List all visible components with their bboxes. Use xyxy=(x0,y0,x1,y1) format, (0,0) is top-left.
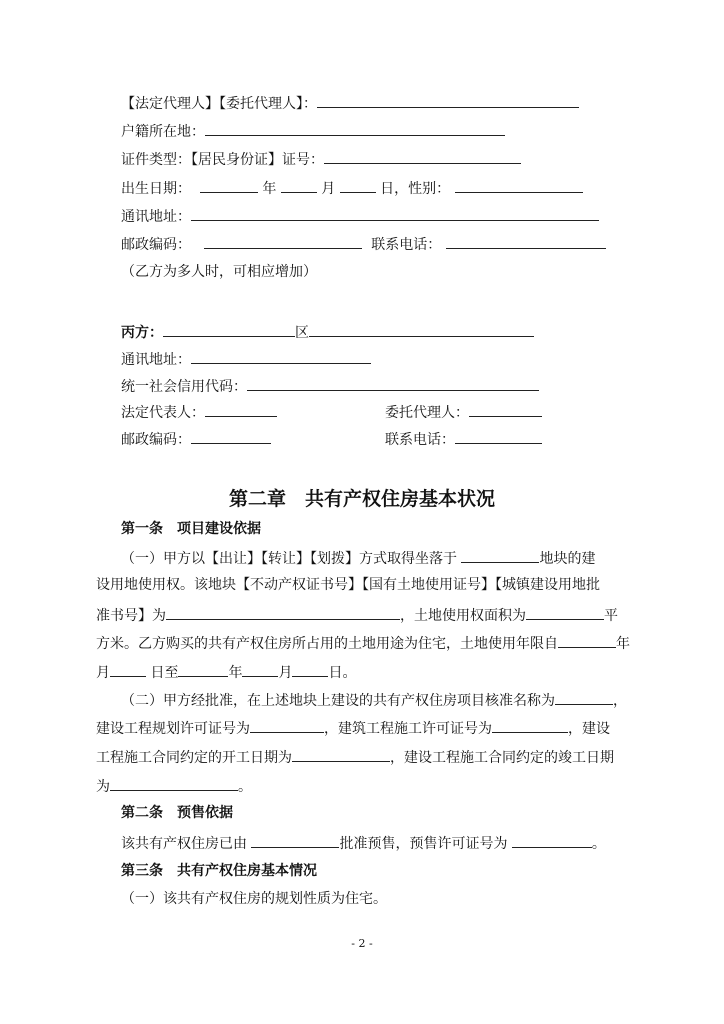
text: （一）甲方以【出让】【转让】【划拨】方式取得坐落于 xyxy=(121,551,462,567)
text: 日至 xyxy=(146,665,179,681)
agent-label: 【法定代理人】【委托代理人】： xyxy=(121,96,317,112)
district-label: 区 xyxy=(295,325,309,341)
legal-rep-line xyxy=(121,402,277,420)
start-year-blank[interactable] xyxy=(558,633,616,648)
id-line xyxy=(121,149,521,167)
agent-blank[interactable] xyxy=(317,93,579,108)
text: ，建设工程施工合同约定的竣工日期 xyxy=(390,750,614,766)
article1-p2-line1 xyxy=(121,690,627,708)
party-c-postcode-blank[interactable] xyxy=(191,429,271,444)
text: 地块的建 xyxy=(539,551,596,567)
article1-title: 第一条 项目建设依据 xyxy=(121,521,261,537)
text: 月 xyxy=(96,665,110,681)
end-month-blank[interactable] xyxy=(242,662,278,677)
party-c-phone-blank[interactable] xyxy=(455,429,542,444)
birth-label: 出生日期： xyxy=(121,181,191,197)
text: 该共有产权住房已由 xyxy=(121,836,252,852)
certificate-blank[interactable] xyxy=(166,605,400,620)
month-blank[interactable] xyxy=(281,178,317,193)
credit-code-line xyxy=(121,376,539,394)
year-label: 年 xyxy=(262,181,277,197)
phone-blank[interactable] xyxy=(446,234,606,249)
party-c-agent-line xyxy=(385,402,542,420)
article1-p2-line4 xyxy=(96,776,252,794)
text: 方米。乙方购买的共有产权住房所占用的土地用途为住宅，土地使用年限自 xyxy=(96,636,558,652)
text: 为 xyxy=(96,779,110,795)
party-c-label: 丙方： xyxy=(121,325,163,341)
text: 。 xyxy=(238,779,252,795)
agent-line xyxy=(121,93,579,111)
construction-permit-blank[interactable] xyxy=(492,718,568,733)
text: 建设工程规划许可证号为 xyxy=(96,721,250,737)
text: 准书号】为 xyxy=(96,608,166,624)
completion-date-blank[interactable] xyxy=(110,776,238,791)
text: 年 xyxy=(228,665,243,681)
party-c-address-blank[interactable] xyxy=(191,349,371,364)
birth-line xyxy=(121,178,583,196)
district-blank[interactable] xyxy=(309,322,534,337)
credit-code-label: 统一社会信用代码： xyxy=(121,379,247,395)
text: （二）甲方经批准，在上述地块上建设的共有产权住房项目核准名称为 xyxy=(121,693,555,709)
article1-p1-line2: 设用地使用权。该地块【不动产权证书号】【国有土地使用证号】【城镇建设用地批 xyxy=(96,577,600,593)
party-c-postcode-label: 邮政编码： xyxy=(121,432,191,448)
legal-rep-label: 法定代表人： xyxy=(121,405,205,421)
presale-permit-blank[interactable] xyxy=(512,833,592,848)
text: ， xyxy=(613,693,627,709)
article1-p1-line1 xyxy=(121,548,595,566)
article1-p2-line3 xyxy=(96,747,614,765)
party-c-postcode-line xyxy=(121,429,271,447)
area-blank[interactable] xyxy=(526,605,604,620)
address-label: 通讯地址： xyxy=(121,209,191,225)
text: 。 xyxy=(591,836,606,852)
end-year-blank[interactable] xyxy=(178,662,228,677)
start-month-blank[interactable] xyxy=(110,662,146,677)
start-date-blank[interactable] xyxy=(292,747,390,762)
party-c-address-label: 通讯地址： xyxy=(121,352,191,368)
project-name-blank[interactable] xyxy=(555,690,613,705)
postcode-blank[interactable] xyxy=(204,234,362,249)
gender-blank[interactable] xyxy=(455,178,583,193)
party-c-agent-label: 委托代理人： xyxy=(385,405,469,421)
article1-p1-line5 xyxy=(96,662,356,680)
page-number: - 2 - xyxy=(351,937,373,950)
id-blank[interactable] xyxy=(324,149,521,164)
text: 工程施工合同约定的开工日期为 xyxy=(96,750,292,766)
chapter-title: 第二章 共有产权住房基本状况 xyxy=(228,488,495,510)
party-c-line xyxy=(121,322,534,340)
party-c-phone-line xyxy=(385,429,542,447)
day-gender-label: 日，性别： xyxy=(380,181,451,197)
text: 日。 xyxy=(328,665,357,681)
party-c-blank[interactable] xyxy=(163,322,295,337)
party-c-phone-label: 联系电话： xyxy=(385,432,455,448)
phone-label: 联系电话： xyxy=(371,237,442,253)
party-c-agent-blank[interactable] xyxy=(469,402,542,417)
party-c-address-line xyxy=(121,349,371,367)
note: （乙方为多人时，可相应增加） xyxy=(121,264,317,280)
address-line xyxy=(121,206,599,224)
text: 平 xyxy=(604,608,618,624)
residence-label: 户籍所在地： xyxy=(121,124,205,140)
residence-blank[interactable] xyxy=(205,121,505,136)
text: 批准预售，预售许可证号为 xyxy=(339,836,512,852)
end-day-blank[interactable] xyxy=(292,662,328,677)
location-blank[interactable] xyxy=(461,548,539,563)
text: ，土地使用权面积为 xyxy=(400,608,526,624)
credit-code-blank[interactable] xyxy=(247,376,539,391)
legal-rep-blank[interactable] xyxy=(205,402,277,417)
residence-line xyxy=(121,121,505,139)
article1-p1-line3 xyxy=(96,605,618,623)
text: 年 xyxy=(616,636,630,652)
article2-title: 第二条 预售依据 xyxy=(121,805,233,821)
address-blank[interactable] xyxy=(191,206,599,221)
postcode-phone-line xyxy=(121,234,606,252)
id-label: 证件类型：【居民身份证】证号： xyxy=(121,152,324,168)
month-label: 月 xyxy=(321,181,336,197)
article2-line xyxy=(121,833,606,851)
article3-title: 第三条 共有产权住房基本情况 xyxy=(121,863,317,879)
text: 月 xyxy=(278,665,293,681)
text: ，建筑工程施工许可证号为 xyxy=(324,721,492,737)
day-blank[interactable] xyxy=(340,178,376,193)
year-blank[interactable] xyxy=(200,178,258,193)
planning-permit-blank[interactable] xyxy=(250,718,324,733)
postcode-label: 邮政编码： xyxy=(121,237,191,253)
approver-blank[interactable] xyxy=(251,833,339,848)
article1-p1-line4 xyxy=(96,633,630,651)
text: ，建设 xyxy=(568,721,610,737)
article3-p1: （一）该共有产权住房的规划性质为住宅。 xyxy=(121,891,387,907)
article1-p2-line2 xyxy=(96,718,610,736)
